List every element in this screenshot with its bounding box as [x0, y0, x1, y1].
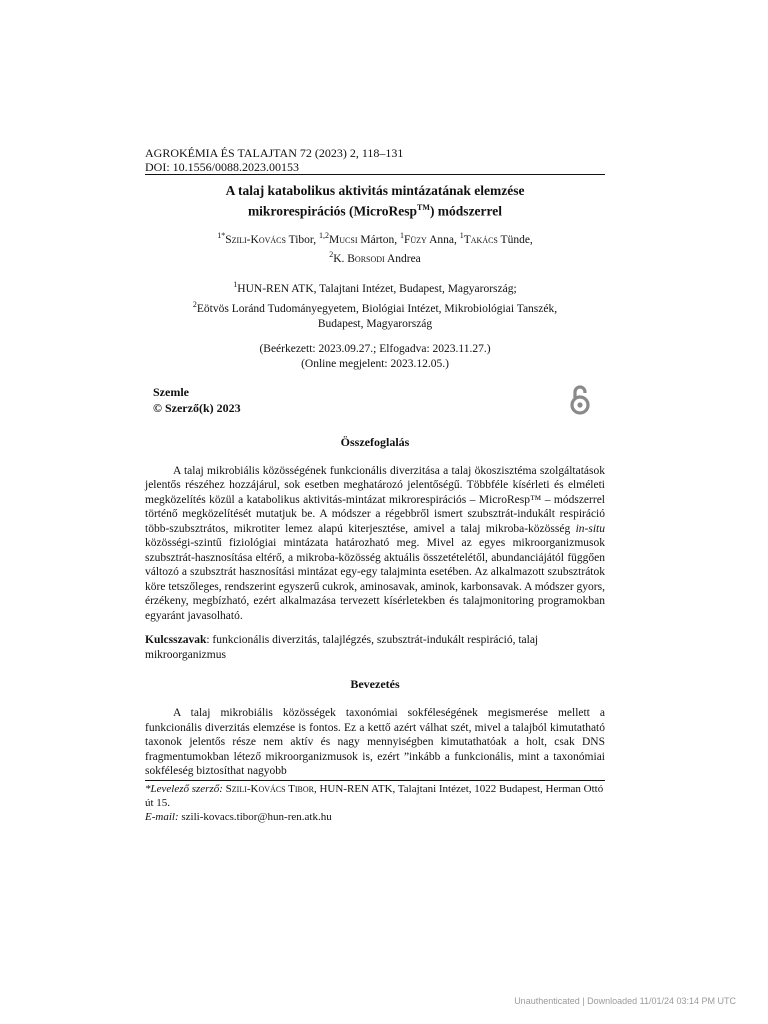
email-link[interactable]: szili-kovacs.tibor@hun-ren.atk.hu: [178, 810, 332, 823]
abstract-text: [145, 464, 605, 624]
abstract-part: A talaj mikrobiális közösségének funkcionális diverzitása a talaj ökoszisztéma szolgáltatások jelentős részéhez hozzájárul, sok esetben meghatározó jelentőségű. Többféle kísérleti és elméleti megközelítés közül a katabolikus aktivitás-mintázat mikrorespirációs – MicroResp™ – módszerrel történő megközelítését mutatjuk be. A módszer a régebbről ismert szubsztrát-indukált respiráció több-szubsztrátos, mikrotiter lemez alapú kiterjesztése, amivel a talaj mikroba-közösség: [145, 464, 605, 535]
title-text: mikrorespirációs (MicroResp: [247, 203, 418, 219]
affiliation-1: [145, 277, 605, 297]
dates: [145, 342, 605, 372]
affiliation-text: Eötvös Loránd Tudományegyetem, Biológiai Intézet, Mikrobiológiai Tanszék,: [196, 302, 558, 315]
author-initial: K.: [333, 253, 348, 266]
journal-citation: AGROKÉMIA ÉS TALAJTAN 72 (2023) 2, 118–131: [145, 146, 404, 160]
affiliation-sup: 1: [233, 280, 238, 290]
author-list: [145, 228, 605, 268]
keywords-label: Kulcsszavak: [145, 634, 207, 647]
download-watermark: Unauthenticated | Downloaded 11/01/24 03:14 PM UTC: [514, 996, 736, 1006]
author-given: Márton,: [357, 233, 398, 246]
article-type: Szemle: [153, 384, 189, 399]
article-title: [145, 182, 605, 220]
affiliation-2-cont: Budapest, Magyarország: [317, 317, 433, 330]
open-access-icon: [567, 384, 593, 416]
author-surname: Borsodi: [347, 253, 385, 266]
header-rule: [145, 174, 605, 175]
affiliation-2: [145, 297, 605, 317]
affiliation-text: HUN-REN ATK, Talajtani Intézet, Budapest, Magyarország;: [237, 282, 517, 295]
online-date: (Online megjelent: 2023.12.05.): [301, 357, 449, 370]
footnote-label: *Levelező szerző:: [145, 782, 223, 795]
trademark-sup: TM: [417, 203, 430, 212]
doi: DOI: 10.1556/0088.2023.00153: [145, 160, 299, 174]
author-sup: 1,2: [319, 230, 330, 240]
author-sup: 1*: [217, 230, 226, 240]
title-line-2: [145, 199, 605, 220]
footnote: [145, 782, 605, 824]
author-line-1: [145, 228, 605, 248]
paper-page: [145, 146, 605, 824]
intro-heading: Bevezetés: [350, 677, 400, 692]
footnote-text: , HUN-REN ATK, Talajtani Intézet, 1022 Budapest, Herman Ottó út 15.: [145, 782, 604, 809]
intro-text: [145, 706, 605, 779]
keywords-text: : funkcionális diverzitás, talajlégzés, szubsztrát-indukált respiráció, talaj mikroorganizmus: [145, 634, 539, 661]
author-given: Andrea: [384, 253, 421, 266]
abstract-italic: in-situ: [575, 522, 605, 535]
title-text: ) módszerrel: [429, 203, 503, 219]
author-surname: Mucsi: [329, 233, 358, 246]
intro-part: A talaj mikrobiális közösségek taxonómiai sokféleségének megismerése mellett a funkcionális diverzitás elemzése is fontos. Ez a kettő azért válhat szét, mivel a talajból kimutatható taxonok jelentős része nem aktív és nagy mennyiségben kimutathatóak a holt, csak DNS fragmentumokban létező mikroorganizmusok is, ezért ”inkább a funkcionális, mint a taxonómiai sokféleség biztosíthat nagyobb: [145, 707, 605, 778]
author-surname: Füzy: [403, 233, 427, 246]
abstract-part: közösségi-szintű fiziológiai mintázata határozható meg. Mivel az egyes mikroorganizmusok szubsztrát-hasznosítása eltérő, a mikroba-közösség aktuális összetételétől, abundanciájától függően változó a szubsztrát hasznosítási mintázat egy-egy talajminta esetében. Az alkalmazott szubsztrátok köre tetszőleges, rendszerint egyszerű cukrok, aminosavak, aminok, karbonsavak. A módszer gyors, érzékeny, megbízható, ezért alkalmazása tervezett kísérletekben és talajmonitoring programokban egyaránt javasolható.: [145, 537, 605, 622]
author-given: Anna,: [426, 233, 457, 246]
author-sup: 1: [459, 230, 464, 240]
author-given: Tünde,: [497, 233, 533, 246]
author-line-2: [145, 247, 605, 267]
abstract-heading: Összefoglalás: [340, 434, 410, 449]
author-given: Tibor,: [285, 233, 317, 246]
keywords: [145, 633, 605, 662]
footnote-rule: [145, 780, 605, 781]
affiliation-sup: 2: [192, 299, 197, 309]
footnote-author: Szili-Kovács Tibor: [225, 782, 314, 795]
author-surname: Takács: [463, 233, 498, 246]
article-meta: [145, 384, 605, 420]
affiliations: [145, 277, 605, 332]
author-sup: 1: [399, 230, 404, 240]
email-label: E-mail:: [145, 810, 179, 823]
copyright: © Szerző(k) 2023: [153, 400, 241, 415]
title-line-1: A talaj katabolikus aktivitás mintázatának elemzése: [225, 183, 525, 198]
author-surname: Szili-Kovács: [225, 233, 286, 246]
author-sup: 2: [329, 250, 334, 260]
received-date: (Beérkezett: 2023.09.27.; Elfogadva: 2023.11.27.): [259, 342, 491, 355]
